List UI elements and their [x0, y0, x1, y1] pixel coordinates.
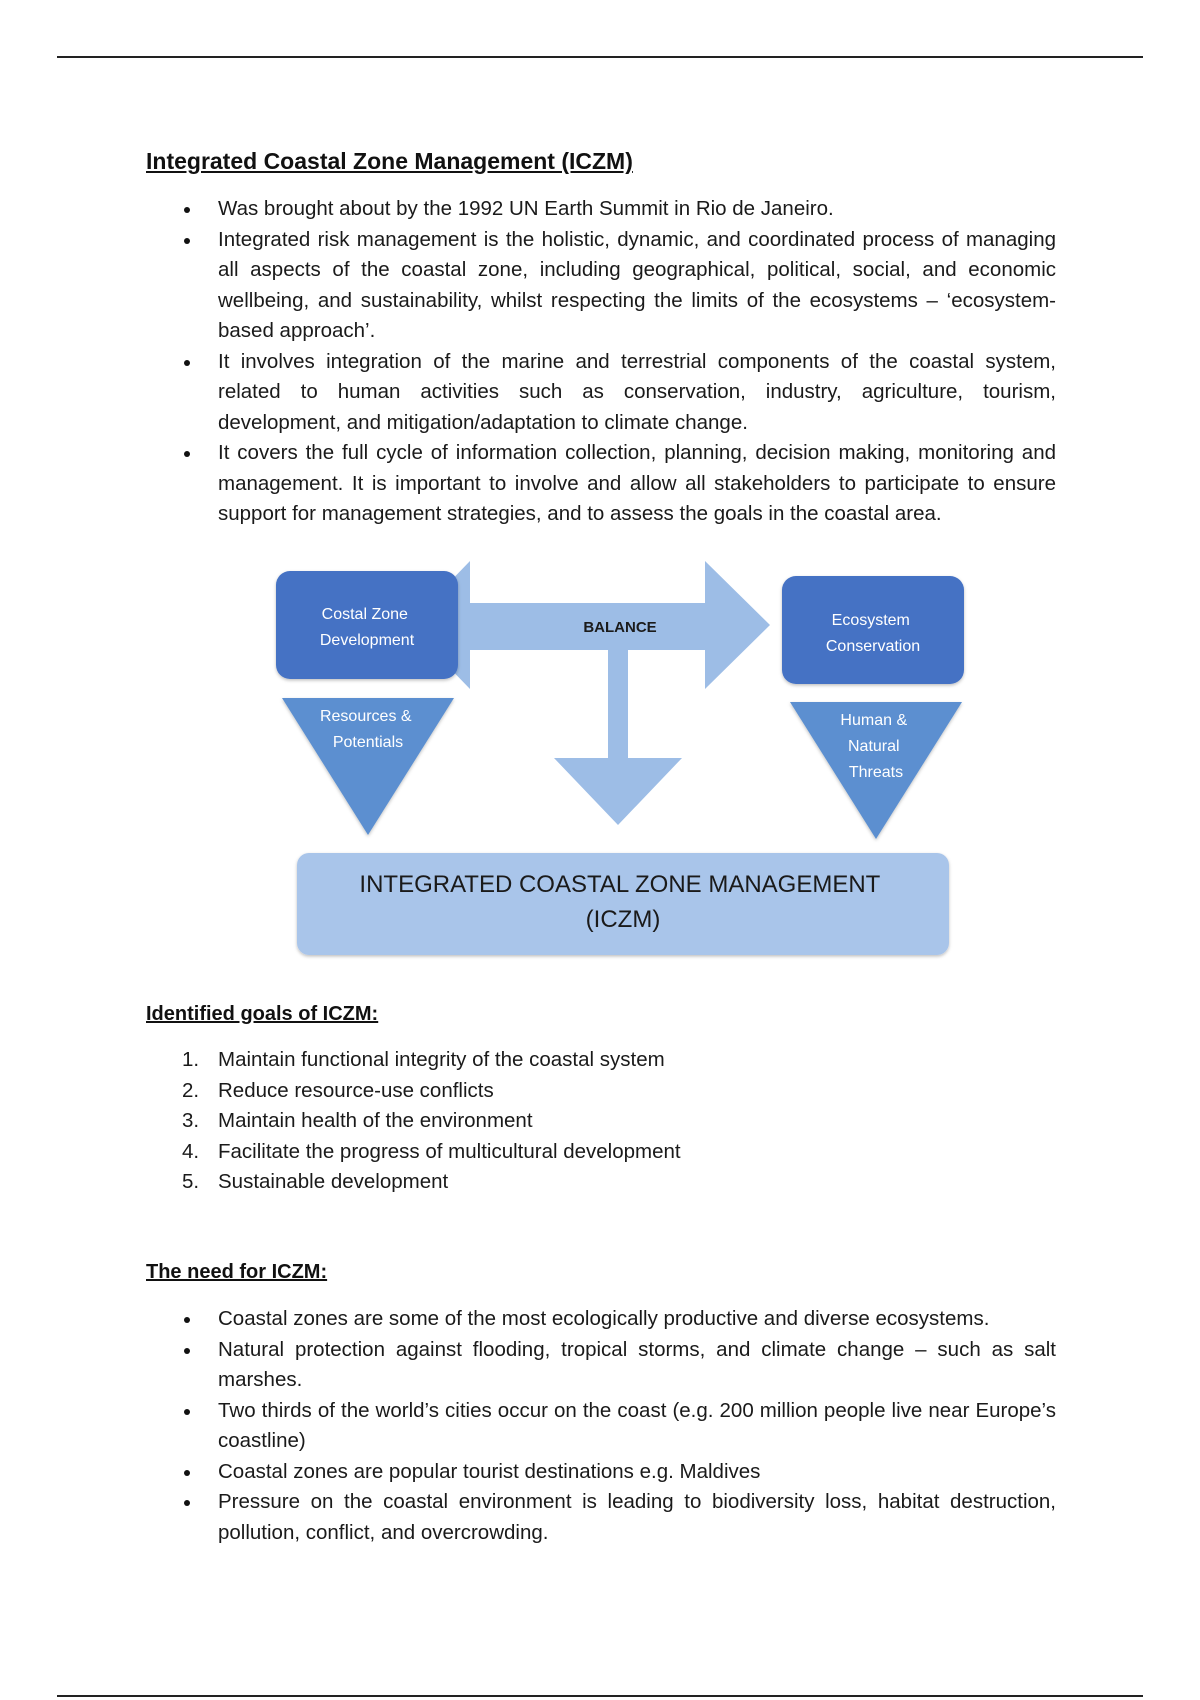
top-rule [57, 56, 1143, 58]
list-number: 1. [182, 1048, 200, 1071]
coastal-zone-development-box [276, 571, 458, 679]
section-title-iczm: Integrated Coastal Zone Management (ICZM) [146, 148, 633, 174]
list-number: 4. [182, 1139, 200, 1163]
list-item: 5. Sustainable development [146, 1167, 1056, 1198]
list-number: 3. [182, 1109, 200, 1132]
section-title-goals: Identified goals of ICZM: [146, 1003, 379, 1025]
list-item: Pressure on the coastal environment is leading to biodiversity loss, habitat destruction, pollution, conflict, and overcrowding. [146, 1487, 1056, 1548]
list-item: Two thirds of the world’s cities occur on the coast (e.g. 200 million people live near Europe’s coastline) [146, 1396, 1056, 1457]
list-item: Coastal zones are some of the most ecologically productive and diverse ecosystems. [146, 1304, 1056, 1335]
list-number: 5. [182, 1170, 200, 1193]
ecosystem-conservation-box [782, 576, 964, 684]
list-item: Integrated risk management is the holistic, dynamic, and coordinated process of managing all aspects of the coastal zone, including geographical, political, social, and economic wellbeing, and sustainability, whilst respecting the limits of the ecosystems – ‘ecosystem-based approach’. [146, 225, 1056, 347]
balance-label: BALANCE [583, 619, 657, 636]
resources-potentials-label: Resources & Potentials [319, 708, 412, 751]
list-item: 4. Facilitate the progress of multicultural development [146, 1137, 1056, 1168]
need-bullet-list [146, 1304, 1056, 1548]
iczm-bottom-label: INTEGRATED COASTAL ZONE MANAGEMENT (ICZM) [359, 871, 880, 933]
balance-arrow [408, 561, 770, 825]
iczm-bullet-list [146, 194, 1056, 530]
ecosystem-conservation-label: Ecosystem Conservation [825, 612, 921, 655]
list-number: 2. [182, 1078, 200, 1102]
list-item: Coastal zones are popular tourist destinations e.g. Maldives [146, 1457, 1056, 1488]
list-item: Natural protection against flooding, tropical storms, and climate change – such as salt marshes. [146, 1335, 1056, 1396]
list-item: It involves integration of the marine and terrestrial components of the coastal system, related to human activities such as conservation, industry, agriculture, tourism, development, and mitigation/adaptation to climate change. [146, 347, 1056, 439]
list-item: Was brought about by the 1992 UN Earth Summit in Rio de Janeiro. [146, 194, 1056, 225]
iczm-bottom-box [297, 853, 949, 955]
iczm-diagram [270, 555, 970, 960]
goals-list [146, 1045, 1056, 1198]
list-item: It covers the full cycle of information collection, planning, decision making, monitoring and management. It is important to involve and allow all stakeholders to participate to ensure support for management strategies, and to assess the goals in the coastal area. [146, 438, 1056, 530]
bottom-rule [57, 1695, 1143, 1697]
human-natural-threats-label: Human & Natural Threats [840, 712, 908, 781]
list-item: 3. Maintain health of the environment [146, 1106, 1056, 1137]
list-item: 1. Maintain functional integrity of the coastal system [146, 1045, 1056, 1076]
coastal-zone-development-label: Costal Zone Development [319, 606, 415, 649]
list-item: 2. Reduce resource-use conflicts [146, 1076, 1056, 1107]
section-title-need: The need for ICZM: [146, 1261, 328, 1283]
